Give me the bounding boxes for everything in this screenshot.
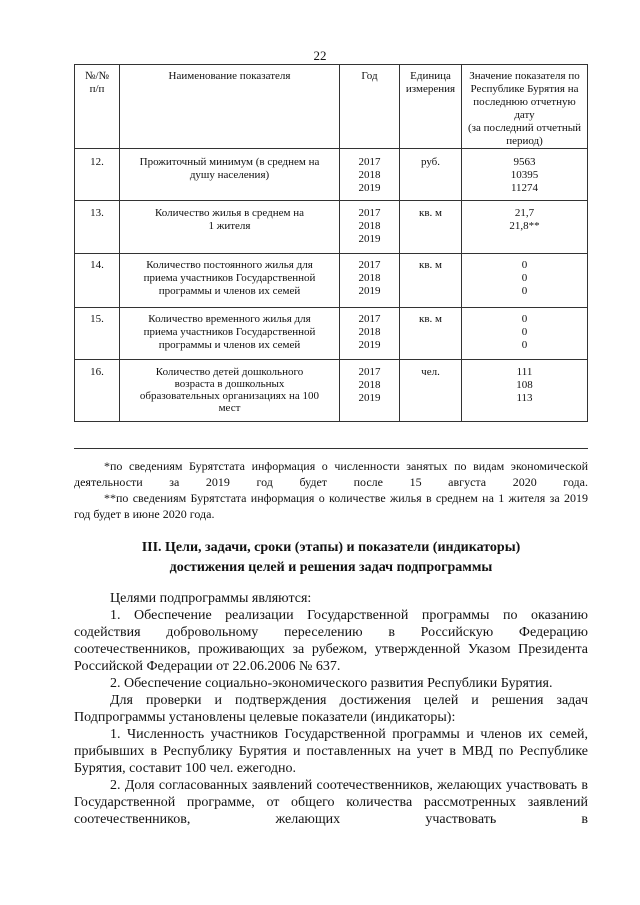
paragraph: 1. Численность участников Государственной программы и членов их семей, прибывших в Республику Бурятия и поставленных на учет в МВД по Республике Бурятия, составит 100 чел. ежегодно.	[74, 727, 588, 776]
indicators-table	[74, 64, 588, 422]
row-unit: руб.	[400, 149, 462, 201]
page-number: 22	[313, 48, 327, 63]
row-number: 16.	[75, 360, 120, 422]
row-years: 2017 2018 2019	[340, 201, 400, 254]
header-indicator-name: Наименование показателя	[120, 65, 340, 149]
row-name: Прожиточный минимум (в среднем на душу населения)	[120, 149, 340, 201]
row-name: Количество детей дошкольного возраста в дошкольных образовательных организациях на 100 мест	[120, 360, 340, 422]
row-values: 21,7 21,8**	[462, 201, 588, 254]
footnote-2-text: **по сведениям Бурятстата информация о количестве жилья в среднем на 1 жителя за 2019 год будет в июне 2020 года.	[74, 491, 588, 521]
paragraph: Целями подпрограммы являются:	[110, 591, 312, 606]
header-value: Значение показателя по Республике Бурятия на последнюю отчетную дату (за последний отчетный период)	[462, 65, 588, 149]
row-name: Количество жилья в среднем на 1 жителя	[120, 201, 340, 254]
table-row	[75, 201, 588, 254]
table-row	[75, 308, 588, 360]
row-years: 2017 2018 2019	[340, 149, 400, 201]
row-number: 14.	[75, 254, 120, 308]
footnote-1-text: *по сведениям Бурятстата информация о численности занятых по видам экономической деятельности за 2019 год будет после 15 августа 2020 года.	[74, 459, 588, 489]
section-heading-text: III. Цели, задачи, сроки (этапы) и показатели (индикаторы) достижения целей и решения задач подпрограммы	[141, 540, 521, 575]
row-years: 2017 2018 2019	[340, 254, 400, 308]
row-unit: кв. м	[400, 308, 462, 360]
row-number: 13.	[75, 201, 120, 254]
row-values: 111 108 113	[462, 360, 588, 422]
table-row	[75, 360, 588, 422]
row-unit: кв. м	[400, 254, 462, 308]
row-values: 9563 10395 11274	[462, 149, 588, 201]
paragraph: 1. Обеспечение реализации Государственной программы по оказанию содействия добровольному переселению в Российскую Федерацию соотечественников, проживающих за рубежом, утвержденной Указом Президента Российской Федерации от 22.06.2006 № 637.	[74, 608, 588, 674]
row-number: 12.	[75, 149, 120, 201]
paragraph: Для проверки и подтверждения достижения целей и решения задач Подпрограммы установлены целевые показатели (индикаторы):	[74, 693, 588, 725]
row-name: Количество временного жилья для приема участников Государственной программы и членов их семей	[120, 308, 340, 360]
row-values: 0 0 0	[462, 254, 588, 308]
footnote-1	[74, 458, 588, 490]
row-years: 2017 2018 2019	[340, 308, 400, 360]
row-years: 2017 2018 2019	[340, 360, 400, 422]
table-header-row	[75, 65, 588, 149]
row-unit: чел.	[400, 360, 462, 422]
section-body	[74, 590, 588, 828]
paragraph: 2. Доля согласованных заявлений соотечественников, желающих участвовать в Государственной программе, от общего количества рассмотренных заявлений соотечественников, желающих участвовать в	[74, 778, 588, 827]
header-number: №/№ п/п	[75, 65, 120, 149]
row-number: 15.	[75, 308, 120, 360]
footnote-2	[74, 490, 588, 522]
footnote-divider	[74, 448, 588, 449]
section-heading	[74, 538, 588, 578]
paragraph: 2. Обеспечение социально-экономического развития Республики Бурятия.	[110, 676, 553, 691]
row-name: Количество постоянного жилья для приема участников Государственной программы и членов их семей	[120, 254, 340, 308]
table-row	[75, 254, 588, 308]
row-values: 0 0 0	[462, 308, 588, 360]
header-year: Год	[340, 65, 400, 149]
table-row	[75, 149, 588, 201]
header-unit: Единица измерения	[400, 65, 462, 149]
row-unit: кв. м	[400, 201, 462, 254]
